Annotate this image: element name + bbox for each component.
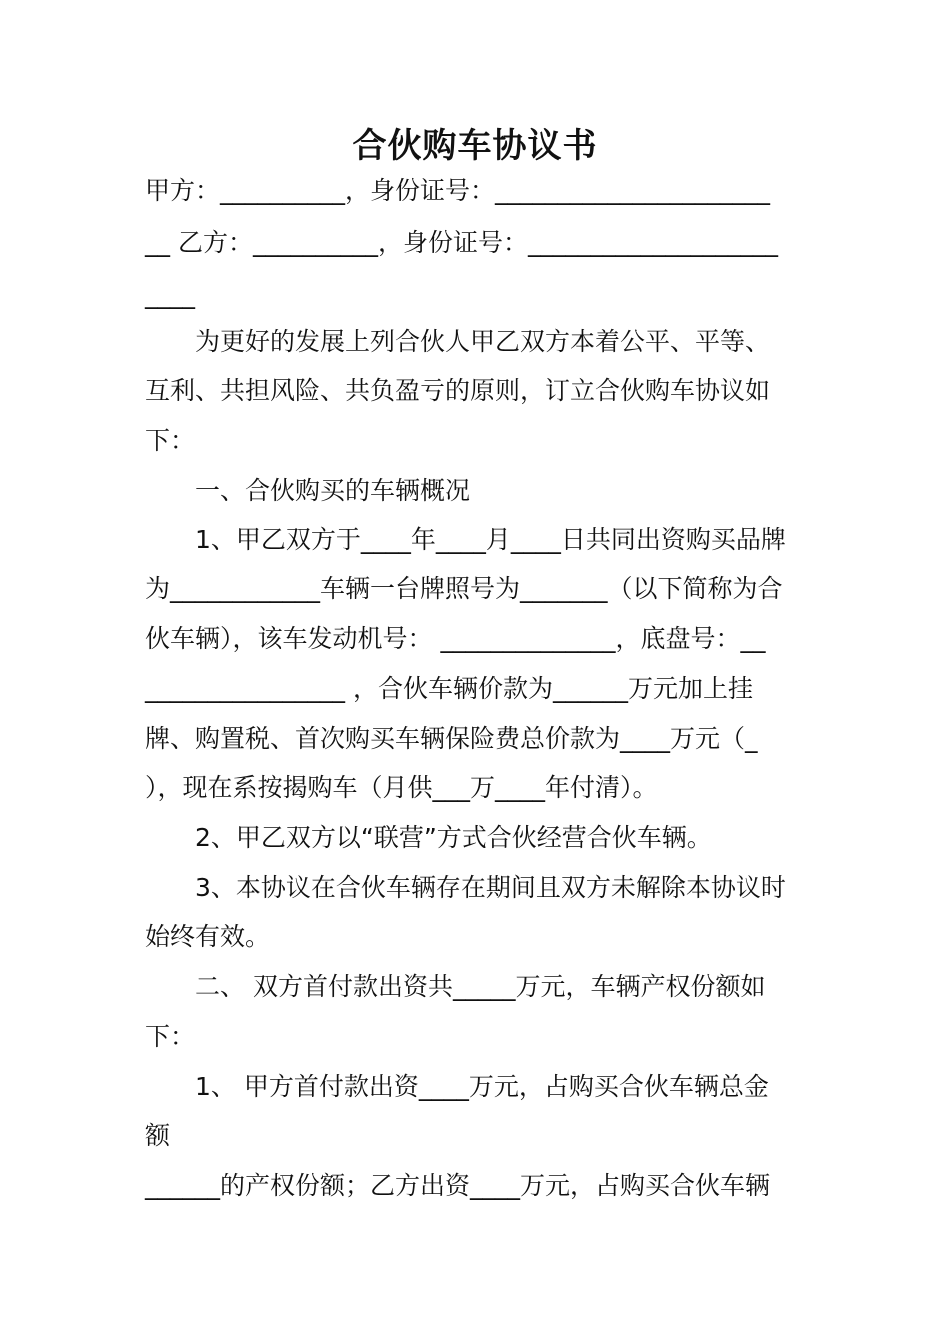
clause-line: 1、甲乙双方于____年____月____日共同出资购买品牌 xyxy=(195,525,786,554)
section-heading-1: 一、合伙购买的车辆概况 xyxy=(195,476,471,505)
clause-line: 1、 甲方首付款出资____万元，占购买合伙车辆总金 xyxy=(195,1072,769,1101)
party-b-line: __ 乙方：__________，身份证号：____________________ xyxy=(145,228,778,257)
clause-line: 2、甲乙双方以“联营”方式合伙经营合伙车辆。 xyxy=(195,823,712,852)
party-a-line: 甲方：__________，身份证号：______________________ xyxy=(145,176,771,205)
clause-line: 额 xyxy=(145,1121,171,1150)
clause-line: 为____________车辆一台牌照号为_______（以下简称为合 xyxy=(145,574,783,603)
clause-line: ______的产权份额；乙方出资____万元，占购买合伙车辆 xyxy=(145,1171,771,1200)
section-heading-2: 二、 双方首付款出资共_____万元，车辆产权份额如 xyxy=(195,972,766,1001)
clause-line: 3、本协议在合伙车辆存在期间且双方未解除本协议时 xyxy=(195,873,786,902)
clause-line: ________________ ，合伙车辆价款为______万元加上挂 xyxy=(145,674,753,703)
intro-paragraph-line: 为更好的发展上列合伙人甲乙双方本着公平、平等、 xyxy=(195,327,771,356)
intro-paragraph-line: 互利、共担风险、共负盈亏的原则，订立合伙购车协议如 xyxy=(145,376,771,405)
intro-paragraph-line: 下： xyxy=(145,426,196,455)
clause-line: ），现在系按揭购车（月供___万____年付清）。 xyxy=(145,773,658,802)
document-title: 合伙购车协议书 xyxy=(352,126,598,166)
clause-line: 伙车辆），该车发动机号： ______________，底盘号：__ xyxy=(145,624,766,653)
clause-line: 始终有效。 xyxy=(145,922,271,951)
section-heading-2-continued: 下： xyxy=(145,1022,196,1051)
party-b-line-continued: ____ xyxy=(145,280,195,309)
clause-line: 牌、购置税、首次购买车辆保险费总价款为____万元（_ xyxy=(145,724,758,753)
